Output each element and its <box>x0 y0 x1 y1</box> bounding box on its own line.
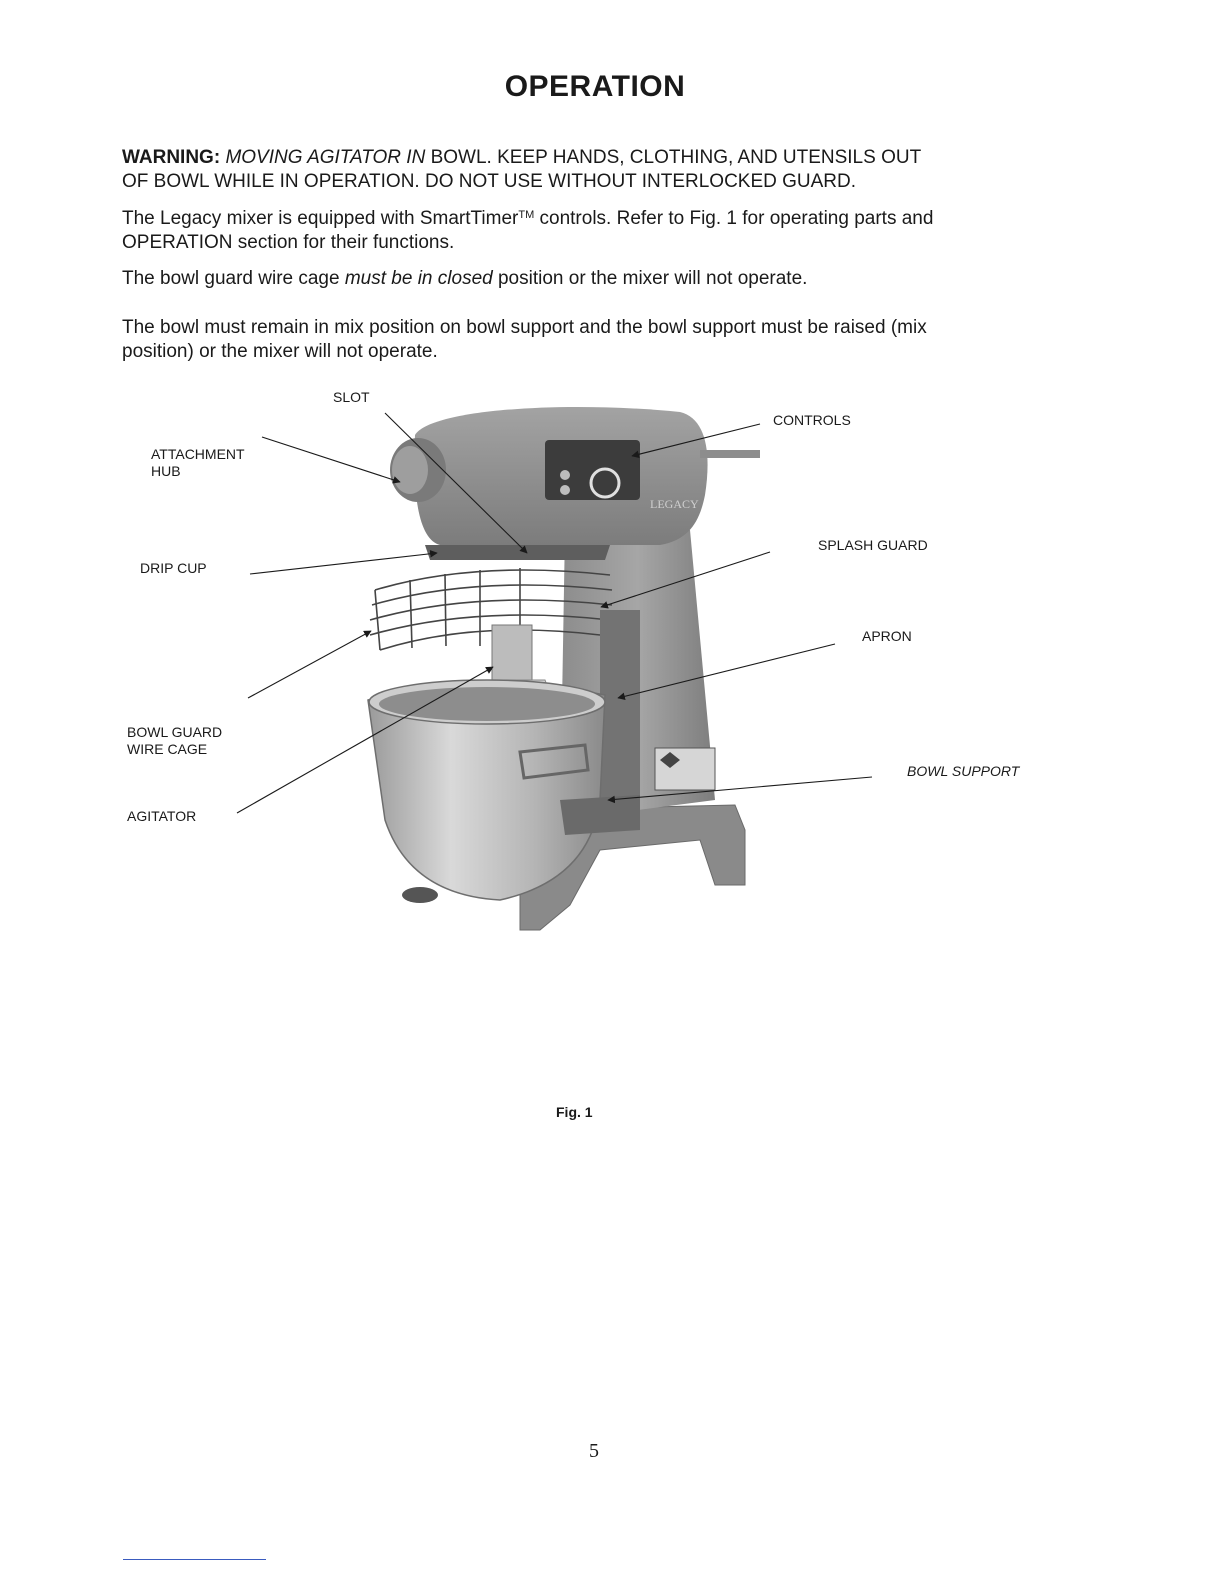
page-title: OPERATION <box>504 70 686 103</box>
label-bowl-support: BOWL SUPPORT <box>907 763 1020 779</box>
bowl-text-2: position) or the mixer will not operate. <box>122 341 438 362</box>
warning-text-line2: OF BOWL WHILE IN OPERATION. DO NOT USE WITHOUT INTERLOCKED GUARD. <box>122 171 857 192</box>
warning-italic: MOVING AGITATOR IN <box>225 147 426 168</box>
figure-caption: Fig. 1 <box>556 1104 593 1120</box>
warning-label: WARNING: <box>122 147 221 168</box>
label-controls: CONTROLS <box>773 412 851 428</box>
trademark-mark: TM <box>518 209 535 221</box>
guard-text-1: The bowl guard wire cage <box>122 268 345 289</box>
label-slot: SLOT <box>333 389 370 405</box>
warning-text-line1: BOWL. KEEP HANDS, CLOTHING, AND UTENSILS OUT <box>430 147 922 168</box>
label-apron: APRON <box>862 628 912 644</box>
footer-rule <box>123 1559 266 1560</box>
legacy-text-3: OPERATION section for their functions. <box>122 232 455 253</box>
bowl-text-1: The bowl must remain in mix position on bowl support and the bowl support must be raised (mix <box>122 317 927 338</box>
guard-text-2: position or the mixer will not operate. <box>492 268 808 289</box>
label-attachment-hub-2: HUB <box>151 463 181 479</box>
legacy-text-1: The Legacy mixer is equipped with SmartTimer <box>122 208 519 229</box>
label-attachment-hub-1: ATTACHMENT <box>151 446 245 462</box>
label-drip-cup: DRIP CUP <box>140 560 207 576</box>
label-bowl-guard-1: BOWL GUARD <box>127 724 223 740</box>
label-bowl-guard-2: WIRE CAGE <box>127 741 208 757</box>
label-splash-guard: SPLASH GUARD <box>818 537 928 553</box>
legacy-text-2: controls. Refer to Fig. 1 for operating parts and <box>534 208 934 229</box>
mixer-illustration <box>368 407 760 930</box>
page-number: 5 <box>589 1440 599 1462</box>
label-agitator: AGITATOR <box>127 808 197 824</box>
brand-logo: LEGACY <box>650 497 699 511</box>
guard-text-italic: must be in closed <box>344 268 493 289</box>
